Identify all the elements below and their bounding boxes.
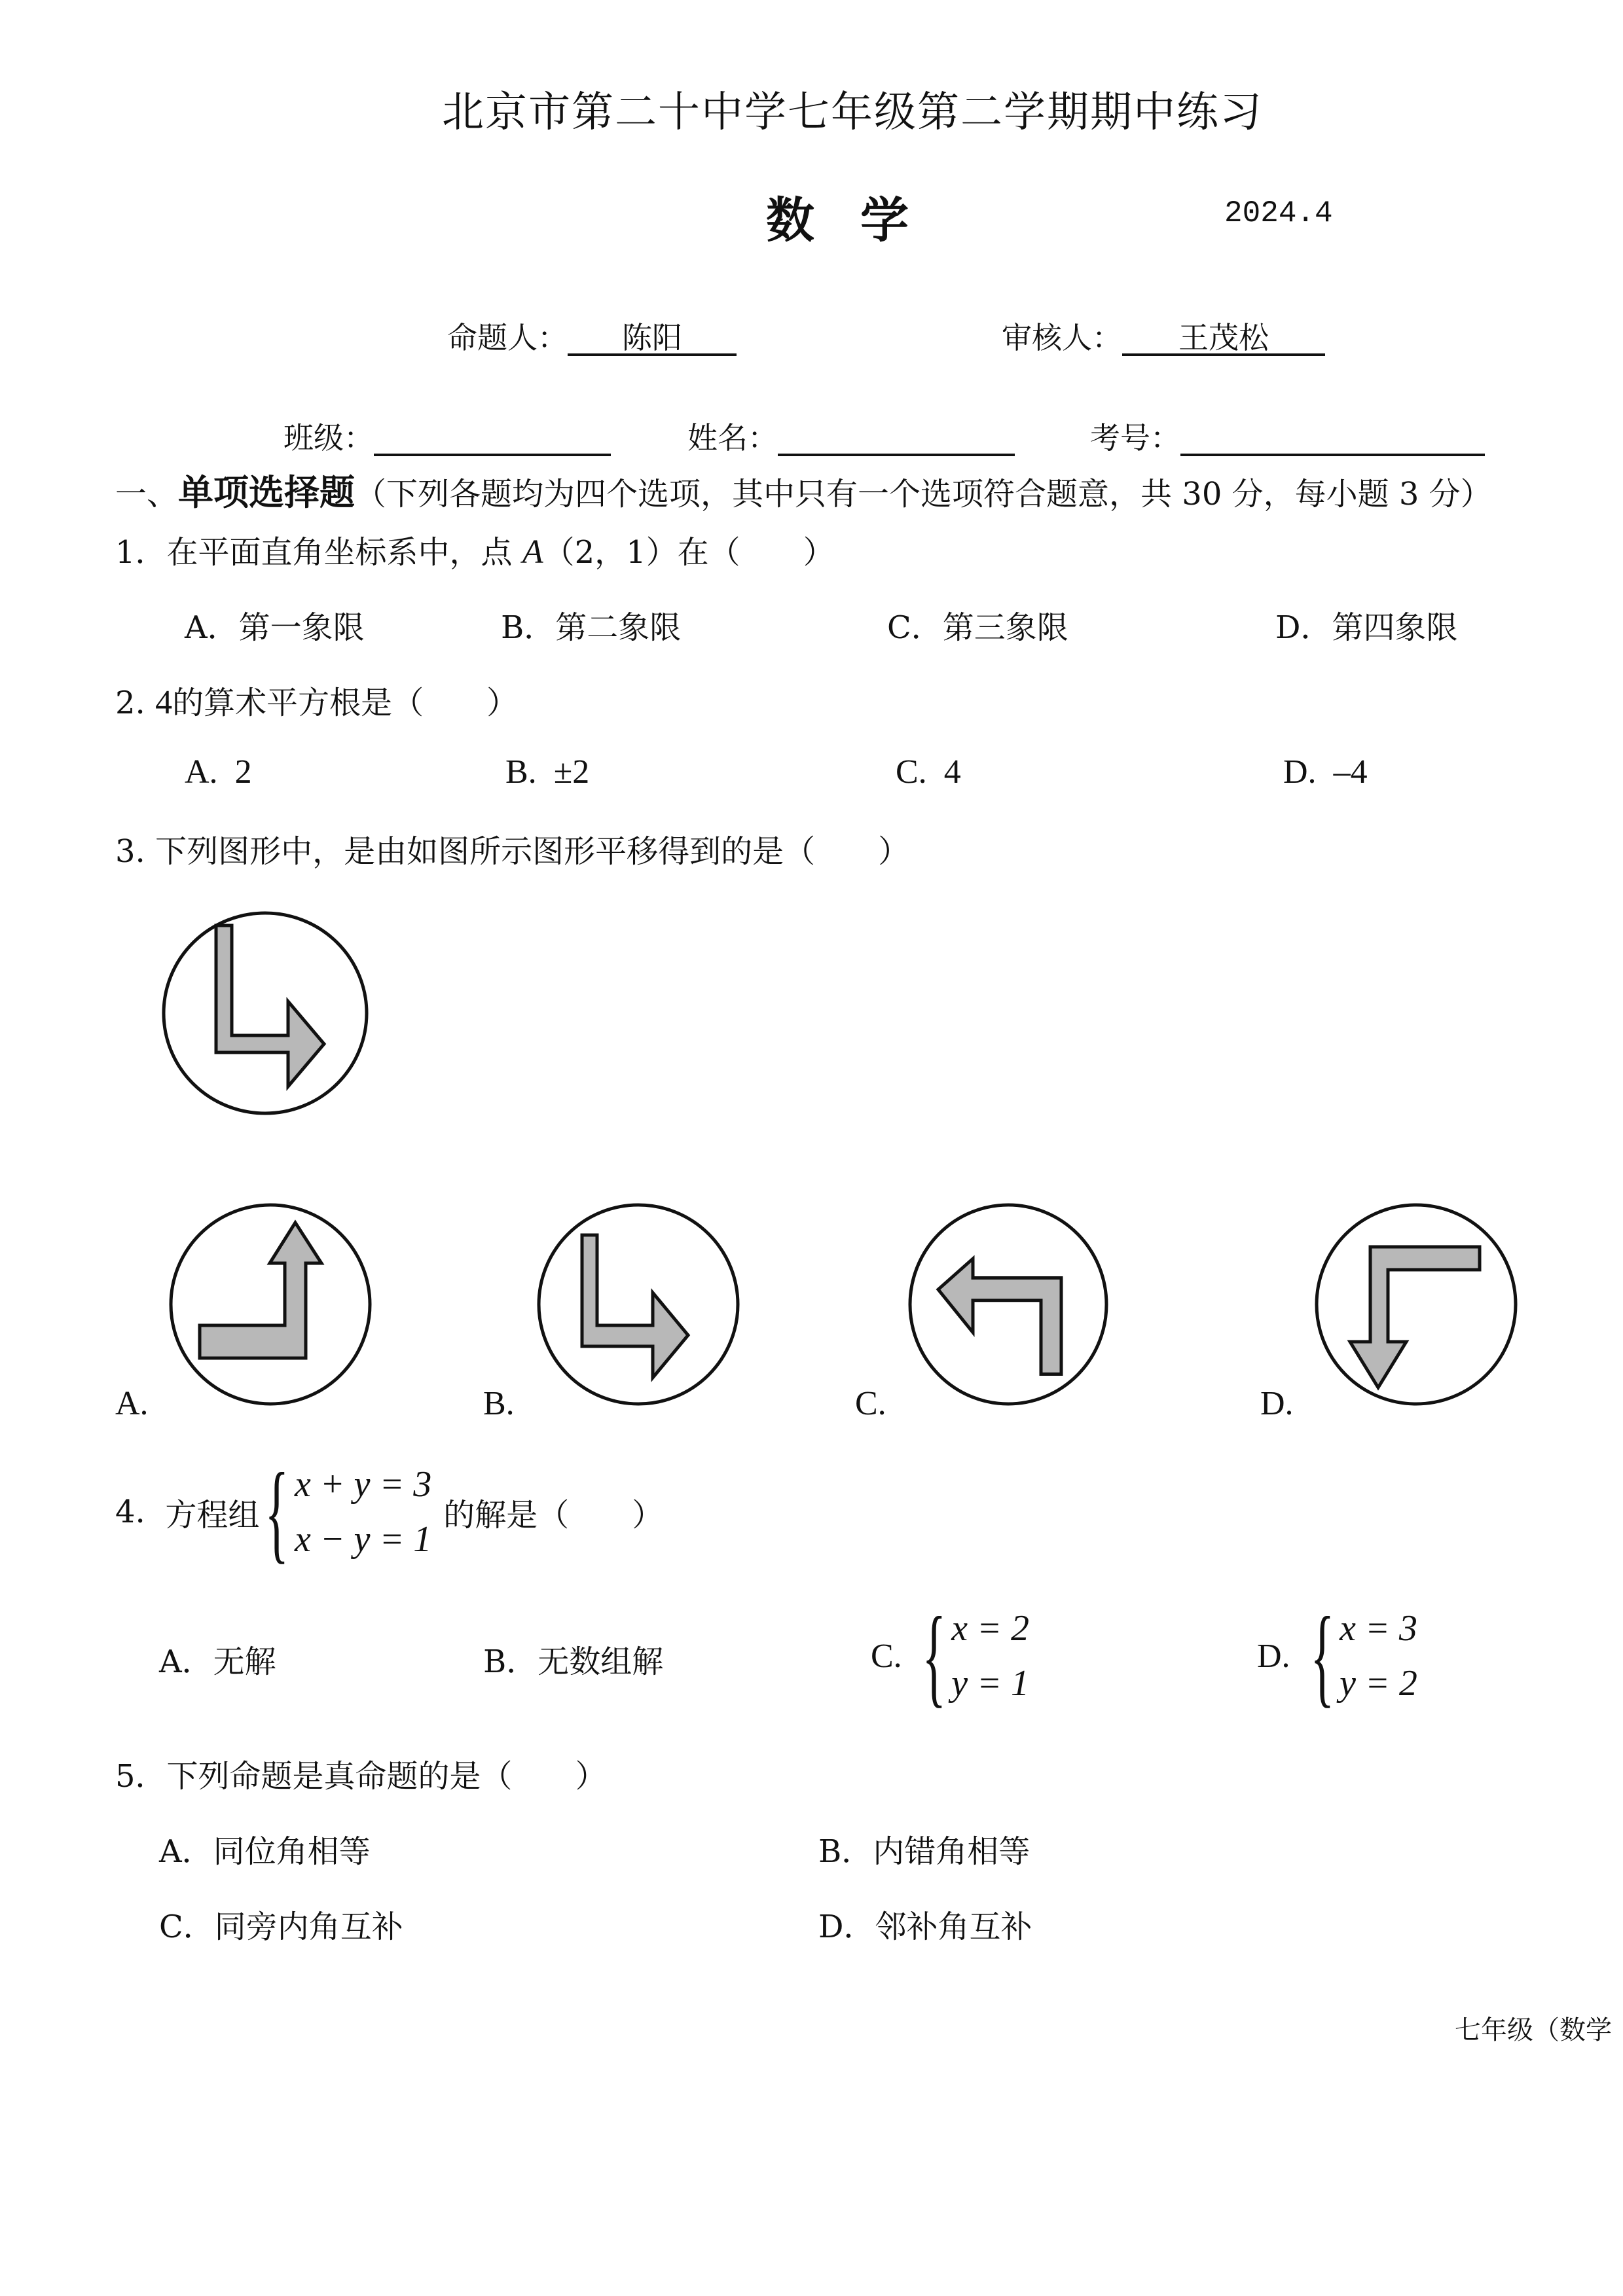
question-2 — [115, 677, 518, 723]
option-label: C. — [871, 1637, 902, 1675]
equation-line: x + y = 3 — [294, 1464, 432, 1505]
option-label: A． — [159, 1643, 213, 1680]
q2-option-b[interactable] — [505, 753, 589, 791]
q4-option-b[interactable] — [483, 1636, 663, 1681]
option-label: B． — [501, 609, 556, 646]
q3-option-a-arrow-right-up-icon[interactable] — [167, 1201, 376, 1410]
question-number: 2. — [115, 685, 145, 721]
option-label: A. — [185, 753, 218, 791]
option-text: 同旁内角互补 — [214, 1909, 403, 1945]
question-stem-tail: 的解是（ ） — [443, 1496, 664, 1534]
option-label: C. — [896, 753, 927, 791]
q1-option-d[interactable] — [1275, 602, 1458, 647]
id-label: 考号： — [1090, 420, 1180, 456]
q5-option-d[interactable] — [818, 1901, 1032, 1946]
option-label: D． — [818, 1909, 875, 1945]
exam-date: 2024.4 — [1224, 196, 1333, 230]
option-label: B． — [818, 1833, 873, 1870]
q3-option-b-arrow-down-right-icon[interactable] — [535, 1201, 744, 1410]
reviewer-label: 审核人： — [1002, 320, 1122, 355]
class-field[interactable] — [374, 422, 611, 456]
equation-line: x − y = 1 — [294, 1519, 432, 1560]
option-text: 2 — [234, 753, 252, 791]
question-number: 5． — [115, 1758, 167, 1795]
question-1 — [115, 527, 835, 572]
q1-option-c[interactable] — [887, 602, 1068, 647]
solution-system — [1305, 1594, 1417, 1717]
q2-option-d[interactable] — [1283, 753, 1368, 791]
subject-title: 数学 — [766, 192, 955, 249]
q3-option-c-label: C. — [855, 1385, 886, 1422]
brace-icon: { — [922, 1594, 946, 1717]
q5-option-b[interactable] — [818, 1826, 1030, 1871]
equation-line: x = 3 — [1340, 1608, 1417, 1649]
reference-figure-arrow-down-right-icon — [160, 910, 376, 1119]
q5-option-a[interactable] — [159, 1826, 371, 1871]
option-text: ±2 — [553, 753, 590, 791]
q2-option-c[interactable] — [896, 753, 961, 791]
option-label: B． — [483, 1643, 538, 1680]
option-label: C． — [159, 1909, 215, 1945]
option-text: 无解 — [213, 1643, 276, 1680]
option-label: C． — [887, 609, 943, 646]
figure-circle — [539, 1205, 738, 1404]
option-label: D． — [1275, 609, 1332, 646]
question-stem: 下列图形中，是由如图所示图形平移得到的是（ ） — [155, 833, 910, 870]
class-label: 班级： — [283, 420, 374, 456]
page-footer: 七年级（数学 — [1455, 2015, 1612, 2045]
author-label: 命题人： — [447, 320, 568, 355]
option-text: 第一象限 — [238, 609, 365, 646]
q5-option-c[interactable] — [159, 1901, 403, 1946]
option-text: 4 — [943, 753, 961, 791]
reviewer-row — [1002, 314, 1325, 357]
equation-line: y = 1 — [951, 1663, 1029, 1704]
option-text: 内错角相等 — [873, 1833, 1030, 1870]
q4-option-d[interactable] — [1257, 1594, 1417, 1717]
question-stem: 的算术平方根是（ ） — [172, 685, 519, 721]
option-text: 第二象限 — [555, 609, 682, 646]
question-3 — [115, 826, 909, 871]
solution-system — [917, 1594, 1029, 1717]
equation-system — [259, 1450, 432, 1573]
figure-circle — [164, 913, 367, 1113]
question-stem-tail: （2，1）在（ ） — [543, 534, 835, 571]
id-row — [1090, 414, 1485, 457]
q3-option-d-arrow-left-down-icon[interactable] — [1313, 1201, 1522, 1410]
option-text: 第三象限 — [942, 609, 1068, 646]
question-stem: 下列命题是真命题的是（ ） — [166, 1758, 607, 1795]
question-4 — [115, 1450, 664, 1573]
q3-option-b-label: B. — [483, 1385, 515, 1422]
q4-option-a[interactable] — [159, 1636, 276, 1681]
q3-option-a-label: A. — [115, 1385, 149, 1422]
option-label: D. — [1257, 1637, 1290, 1675]
option-text: 同位角相等 — [213, 1833, 371, 1870]
question-number: 4. — [115, 1494, 145, 1530]
class-row — [283, 414, 611, 457]
question-stem: 在平面直角坐标系中，点 — [166, 534, 522, 571]
q1-option-a[interactable] — [185, 602, 365, 647]
author-name: 陈阳 — [568, 322, 737, 356]
name-row — [687, 414, 1015, 457]
equation-line: x = 2 — [951, 1608, 1029, 1649]
section-number: 一、 — [115, 476, 179, 512]
option-text: 无数组解 — [538, 1643, 664, 1680]
option-label: A． — [159, 1833, 213, 1870]
option-text: –4 — [1333, 753, 1368, 791]
option-label: D. — [1283, 753, 1317, 791]
name-field[interactable] — [778, 422, 1015, 456]
equation-line: y = 2 — [1340, 1663, 1417, 1704]
question-number: 1． — [115, 534, 167, 571]
question-stem: 方程组 — [165, 1496, 260, 1534]
q3-option-c-arrow-up-left-icon[interactable] — [907, 1201, 1116, 1410]
q4-option-c[interactable] — [871, 1594, 1029, 1717]
q2-option-a[interactable] — [185, 753, 252, 791]
author-row — [447, 314, 737, 357]
option-text: 邻补角互补 — [875, 1909, 1032, 1945]
figure-circle — [1317, 1205, 1516, 1404]
question-5 — [115, 1751, 607, 1796]
brace-icon: { — [264, 1450, 289, 1573]
figure-circle — [171, 1205, 370, 1404]
exam-title: 北京市第二十中学七年级第二学期期中练习 — [442, 88, 1263, 137]
option-label: A． — [185, 609, 239, 646]
name-label: 姓名： — [687, 420, 778, 456]
section-heading — [115, 465, 1492, 515]
q3-option-d-label: D. — [1260, 1385, 1294, 1422]
question-number: 3. — [115, 833, 145, 870]
brace-icon: { — [1310, 1594, 1334, 1717]
section-title: 单项选择题 — [178, 472, 356, 513]
reviewer-name: 王茂松 — [1122, 322, 1325, 356]
point-label: A — [522, 533, 543, 571]
option-text: 第四象限 — [1332, 609, 1458, 646]
option-label: B. — [505, 753, 537, 791]
id-field[interactable] — [1180, 422, 1485, 456]
question-number-value: 4 — [155, 684, 173, 721]
figure-circle — [910, 1205, 1106, 1404]
section-note: （下列各题均为四个选项，其中只有一个选项符合题意，共 30 分，每小题 3 分） — [355, 476, 1492, 512]
q1-option-b[interactable] — [501, 602, 681, 647]
